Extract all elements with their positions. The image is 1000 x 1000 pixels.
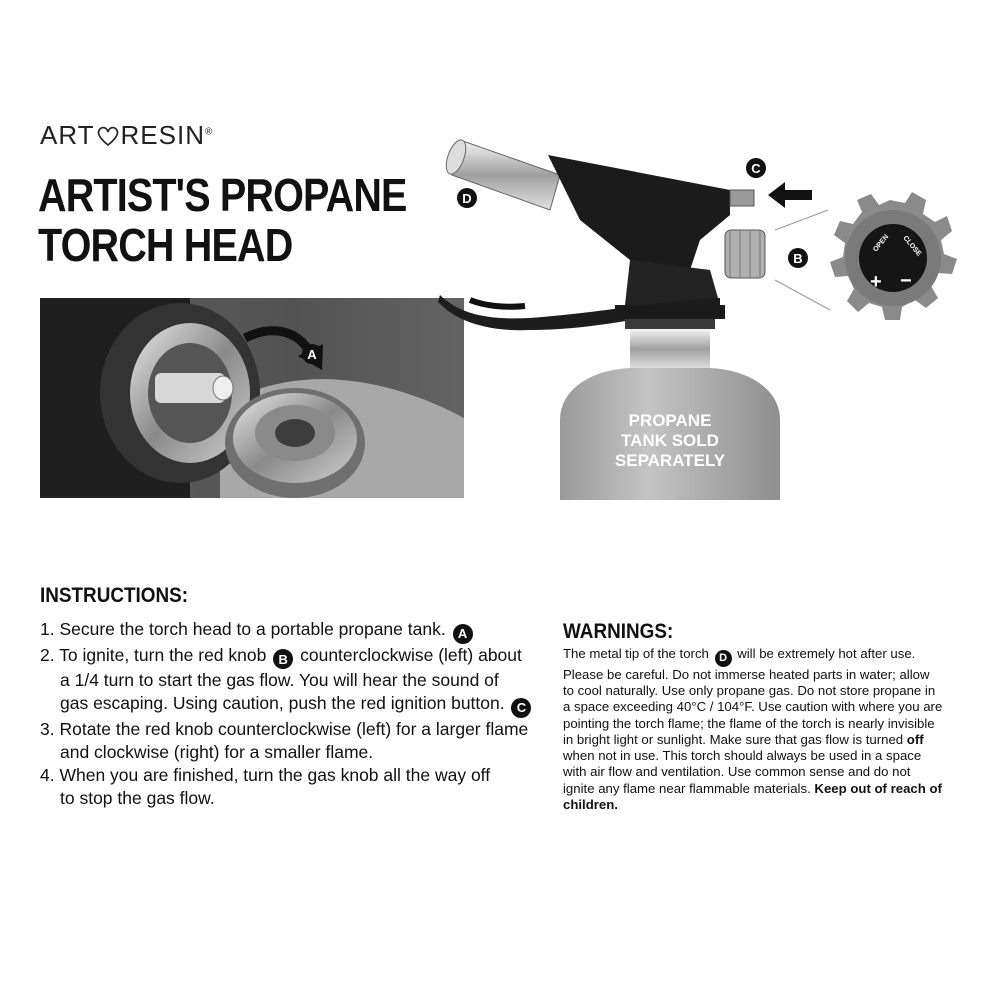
knob-close-label: CLOSE <box>901 234 923 258</box>
knob-detail <box>830 192 957 320</box>
knob-open-label: OPEN <box>872 233 891 254</box>
valve-photo <box>40 298 464 498</box>
instruction-step-3-cont: and clockwise (right) for a smaller flame. <box>60 741 374 762</box>
arrow-icon <box>768 182 812 208</box>
title-line-2: TORCH HEAD <box>38 219 293 271</box>
marker-d-torch: D <box>457 188 477 208</box>
marker-b: B <box>273 649 293 669</box>
knob-plus: + <box>870 271 882 293</box>
knob-minus: − <box>900 270 912 292</box>
page-title <box>38 170 407 270</box>
marker-a-photo: A <box>302 344 322 364</box>
logo-text-right: RESIN <box>120 120 205 150</box>
instruction-step-2-cont: a 1/4 turn to start the gas flow. You will hear the sound of <box>60 670 499 690</box>
instruction-step-2-cont2: gas escaping. Using caution, push the red ignition button. C <box>40 692 540 718</box>
warnings-text: The metal tip of the torch D will be extremely hot after use. Please be careful. Do not immerse heated parts in water; allow to cool naturally. Use only propane gas. Do not store propane in a space exceeding 40°C / 104°F. Use caution with where you are pointing the torch flame; the flame of the torch is nearly invisible in bright light or sunlight. Make sure that gas flow is turned off when not in use. This torch should always be used in a space with air flow and ventilation. Use common sense and do not ignite any flame near flammable materials. Keep out of reach of children. <box>563 646 943 813</box>
marker-c: C <box>511 698 531 718</box>
logo-text-left: ART <box>40 120 95 150</box>
keep-out-warning: Keep out of reach of children. <box>563 780 942 813</box>
off-emphasis: off <box>906 731 924 747</box>
instruction-step-3: 3. Rotate the red knob counterclockwise (left) for a larger flame <box>40 718 529 739</box>
ignition-button <box>730 190 754 206</box>
instructions-heading: INSTRUCTIONS: <box>40 584 189 607</box>
instruction-step-4-cont: to stop the gas flow. <box>60 787 215 808</box>
marker-b-torch: B <box>788 248 808 268</box>
tank-label-line-3: SEPARATELY <box>614 451 726 470</box>
torch-illustration <box>430 120 970 500</box>
instruction-step-1: 1. Secure the torch head to a portable propane tank. A <box>40 618 540 644</box>
instruction-step-4: 4. When you are finished, turn the gas knob all the way off <box>40 764 491 785</box>
marker-d: D <box>715 650 732 667</box>
heart-icon <box>96 125 120 147</box>
trademark: ® <box>205 126 214 138</box>
marker-c-torch: C <box>746 158 766 178</box>
instructions-list <box>40 618 540 810</box>
title-line-1: ARTIST'S PROPANE <box>38 169 407 221</box>
warnings-heading: WARNINGS: <box>563 620 674 643</box>
marker-a: A <box>453 624 473 644</box>
instruction-step-2: 2. To ignite, turn the red knob B counterclockwise (left) about <box>40 644 540 670</box>
tank-label-line-1: PROPANE <box>628 411 712 430</box>
brand-logo <box>40 120 213 151</box>
tank-label-line-2: TANK SOLD <box>621 431 719 450</box>
